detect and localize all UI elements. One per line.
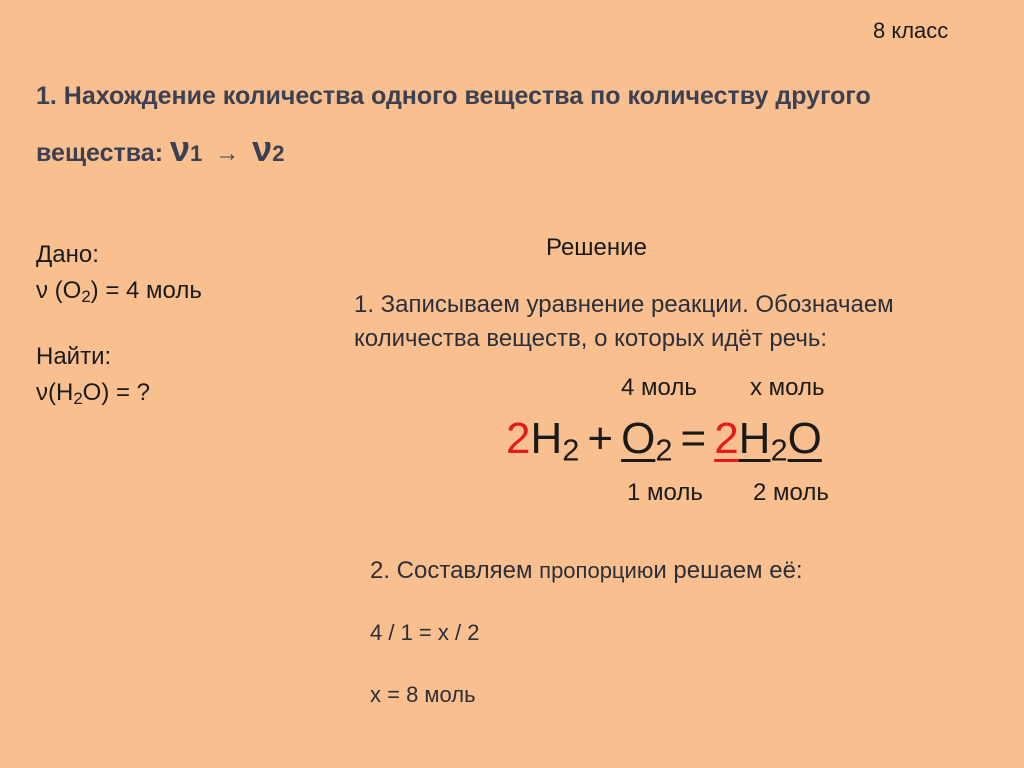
moles-below-h2o: 2 моль (753, 479, 829, 506)
nu-symbol-1: ν (169, 128, 191, 169)
step1-line2: количества веществ, о которых идёт речь: (354, 325, 828, 352)
task-title-line1: 1. Нахождение количества одного вещества по количеству другого (36, 82, 871, 110)
nu-index-1: 1 (190, 141, 203, 166)
find-label: Найти: (36, 343, 112, 370)
step2-text: 2. Составляем пропорциюи решаем её: (370, 557, 803, 584)
coefficient-h2o: 2 (714, 414, 739, 463)
given-value: ν $(O_2) = 4$ моль (36, 277, 202, 307)
o2-formula: $O_2$ (621, 414, 673, 468)
arrow-icon: → (215, 140, 240, 167)
step1-text (354, 288, 894, 356)
nu-symbol-2: ν (252, 128, 273, 169)
task-title-line2 (36, 128, 284, 170)
coefficient-h2: 2 (506, 414, 531, 463)
equals-sign: = (680, 414, 707, 463)
moles-below-o2: 1 моль (627, 479, 703, 506)
moles-above-o2: 4 моль (621, 374, 697, 401)
step1-line1: 1. Записываем уравнение реакции. Обозначаем (354, 291, 894, 318)
h2-formula: $H_2$ (530, 414, 580, 468)
moles-above-h2o: x моль (750, 374, 825, 401)
solution-heading: Решение (546, 234, 647, 261)
nu-index-2: 2 (272, 141, 285, 166)
answer-text: x = 8 моль (370, 682, 476, 707)
task-title-text: вещества: (36, 139, 164, 167)
grade-label: 8 класс (873, 18, 949, 43)
proportion-equation: 4 / 1 = x / 2 (370, 620, 480, 645)
plus-sign: + (587, 414, 614, 463)
given-label: Дано: (36, 241, 99, 268)
reaction-equation (506, 414, 822, 468)
find-value: $\nu(H_2O)$ = ? (36, 379, 151, 409)
h2o-formula: $H_2O$ (738, 414, 822, 468)
